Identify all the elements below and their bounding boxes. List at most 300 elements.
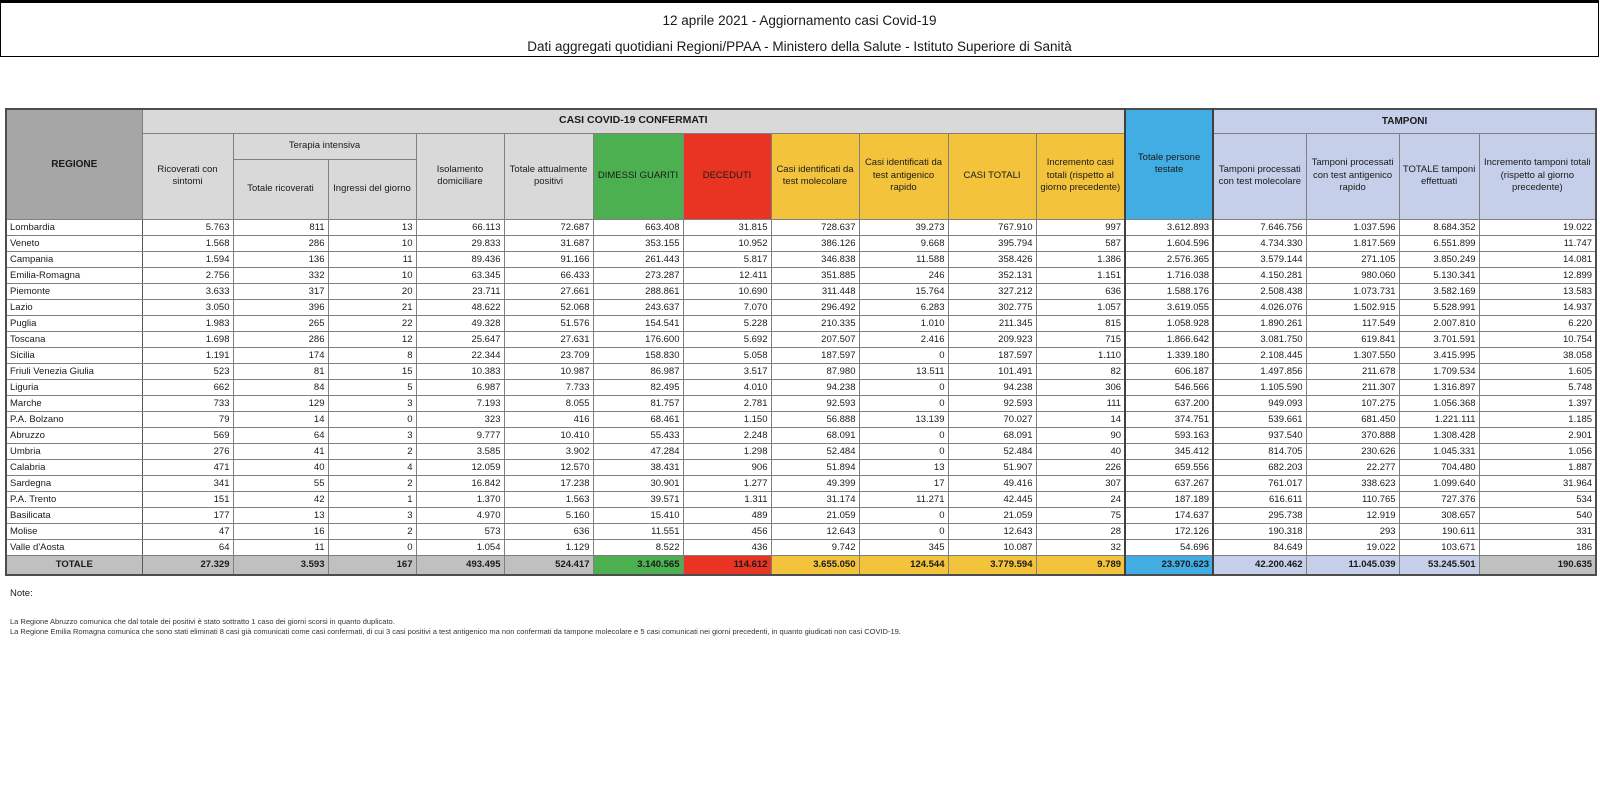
value-cell: 616.611: [1213, 491, 1306, 507]
value-cell: 21: [328, 299, 416, 315]
table-row: [6, 251, 1596, 267]
value-cell: 1.105.590: [1213, 379, 1306, 395]
value-cell: 2.416: [859, 331, 948, 347]
value-cell: 489: [683, 507, 771, 523]
value-cell: 174: [233, 347, 328, 363]
value-cell: 663.408: [593, 219, 683, 235]
notes-section: [10, 588, 901, 637]
value-cell: 30.901: [593, 475, 683, 491]
value-cell: 79: [142, 411, 233, 427]
region-name-cell: Piemonte: [6, 283, 142, 299]
column-header-dimessi-guariti: DIMESSI GUARITI: [593, 133, 683, 219]
value-cell: 190.318: [1213, 523, 1306, 539]
value-cell: 8.684.352: [1399, 219, 1479, 235]
value-cell: 1.502.915: [1306, 299, 1399, 315]
table-row: [6, 443, 1596, 459]
value-cell: 540: [1479, 507, 1596, 523]
value-cell: 1.370: [416, 491, 504, 507]
value-cell: 23.711: [416, 283, 504, 299]
value-cell: 1.311: [683, 491, 771, 507]
value-cell: 1.386: [1036, 251, 1125, 267]
report-subtitle: Dati aggregati quotidiani Regioni/PPAA - Ministero della Salute - Istituto Superiore di Sanità: [527, 39, 1072, 54]
total-value-cell: 190.635: [1479, 555, 1596, 575]
value-cell: 12.643: [948, 523, 1036, 539]
value-cell: 176.600: [593, 331, 683, 347]
table-row: [6, 427, 1596, 443]
value-cell: 0: [859, 507, 948, 523]
value-cell: 66.113: [416, 219, 504, 235]
value-cell: 637.267: [1125, 475, 1213, 491]
column-header-totale-persone-testate: Totale persone testate: [1125, 109, 1213, 219]
value-cell: 31.687: [504, 235, 593, 251]
value-cell: 587: [1036, 235, 1125, 251]
value-cell: 1.298: [683, 443, 771, 459]
value-cell: 704.480: [1399, 459, 1479, 475]
value-cell: 1.150: [683, 411, 771, 427]
value-cell: 619.841: [1306, 331, 1399, 347]
value-cell: 12.899: [1479, 267, 1596, 283]
value-cell: 5.748: [1479, 379, 1596, 395]
value-cell: 2.756: [142, 267, 233, 283]
value-cell: 14.937: [1479, 299, 1596, 315]
column-header-casi-test-molecolare: Casi identificati da test molecolare: [771, 133, 859, 219]
value-cell: 569: [142, 427, 233, 443]
value-cell: 72.687: [504, 219, 593, 235]
note-line-abruzzo: La Regione Abruzzo comunica che dal totale dei positivi è stato sottratto 1 caso dei giorni scorsi in quanto duplicato.: [10, 617, 395, 626]
value-cell: 980.060: [1306, 267, 1399, 283]
value-cell: 1.568: [142, 235, 233, 251]
value-cell: 42: [233, 491, 328, 507]
value-cell: 11: [233, 539, 328, 555]
column-header-incremento-casi-totali: Incremento casi totali (rispetto al giorno precedente): [1036, 133, 1125, 219]
column-header-incremento-tamponi: Incremento tamponi totali (rispetto al giorno precedente): [1479, 133, 1596, 219]
value-cell: 1.129: [504, 539, 593, 555]
total-value-cell: 524.417: [504, 555, 593, 575]
value-cell: 308.657: [1399, 507, 1479, 523]
table-row: [6, 299, 1596, 315]
value-cell: 4.970: [416, 507, 504, 523]
value-cell: 3.612.893: [1125, 219, 1213, 235]
value-cell: 471: [142, 459, 233, 475]
value-cell: 5.130.341: [1399, 267, 1479, 283]
column-header-tamponi-antigenico: Tamponi processati con test antigenico rapido: [1306, 133, 1399, 219]
value-cell: 276: [142, 443, 233, 459]
value-cell: 54.696: [1125, 539, 1213, 555]
value-cell: 3.517: [683, 363, 771, 379]
value-cell: 15.764: [859, 283, 948, 299]
value-cell: 0: [859, 347, 948, 363]
value-cell: 4.026.076: [1213, 299, 1306, 315]
table-row: [6, 491, 1596, 507]
value-cell: 49.399: [771, 475, 859, 491]
value-cell: 311.448: [771, 283, 859, 299]
value-cell: 107.275: [1306, 395, 1399, 411]
value-cell: 29.833: [416, 235, 504, 251]
value-cell: 1.866.642: [1125, 331, 1213, 347]
header-mid-row: [6, 133, 1596, 159]
value-cell: 286: [233, 331, 328, 347]
value-cell: 733: [142, 395, 233, 411]
table-row: [6, 283, 1596, 299]
value-cell: 51.576: [504, 315, 593, 331]
region-name-cell: Abruzzo: [6, 427, 142, 443]
value-cell: 17: [859, 475, 948, 491]
value-cell: 1.709.534: [1399, 363, 1479, 379]
value-cell: 92.593: [771, 395, 859, 411]
value-cell: 11.747: [1479, 235, 1596, 251]
value-cell: 11.271: [859, 491, 948, 507]
value-cell: 2.901: [1479, 427, 1596, 443]
region-name-cell: Molise: [6, 523, 142, 539]
value-cell: 13.511: [859, 363, 948, 379]
value-cell: 5.817: [683, 251, 771, 267]
value-cell: 10.690: [683, 283, 771, 299]
value-cell: 3.633: [142, 283, 233, 299]
value-cell: 636: [1036, 283, 1125, 299]
table-row: [6, 331, 1596, 347]
value-cell: 151: [142, 491, 233, 507]
value-cell: 811: [233, 219, 328, 235]
value-cell: 27.631: [504, 331, 593, 347]
value-cell: 13: [328, 219, 416, 235]
value-cell: 7.070: [683, 299, 771, 315]
value-cell: 8: [328, 347, 416, 363]
total-value-cell: 3.140.565: [593, 555, 683, 575]
value-cell: 68.461: [593, 411, 683, 427]
region-name-cell: Friuli Venezia Giulia: [6, 363, 142, 379]
value-cell: 90: [1036, 427, 1125, 443]
value-cell: 5.228: [683, 315, 771, 331]
value-cell: 1.604.596: [1125, 235, 1213, 251]
table-row: [6, 267, 1596, 283]
value-cell: 117.549: [1306, 315, 1399, 331]
value-cell: 48.622: [416, 299, 504, 315]
value-cell: 295.738: [1213, 507, 1306, 523]
value-cell: 31.815: [683, 219, 771, 235]
value-cell: 374.751: [1125, 411, 1213, 427]
value-cell: 1.151: [1036, 267, 1125, 283]
value-cell: 2.108.445: [1213, 347, 1306, 363]
value-cell: 286: [233, 235, 328, 251]
value-cell: 302.775: [948, 299, 1036, 315]
value-cell: 1.397: [1479, 395, 1596, 411]
value-cell: 52.484: [948, 443, 1036, 459]
value-cell: 662: [142, 379, 233, 395]
value-cell: 296.492: [771, 299, 859, 315]
value-cell: 727.376: [1399, 491, 1479, 507]
value-cell: 210.335: [771, 315, 859, 331]
value-cell: 8.522: [593, 539, 683, 555]
value-cell: 534: [1479, 491, 1596, 507]
note-line-emilia-romagna: La Regione Emilia Romagna comunica che sono stati eliminati 8 casi già comunicati come casi confermati, di cui 3 casi positivi a test antigenico ma non confermati da tampone molecolare e 5 casi comunicati nei giorni precedenti, in quanto giudicati non casi COVID-19.: [10, 627, 901, 637]
total-value-cell: 493.495: [416, 555, 504, 575]
value-cell: 42.445: [948, 491, 1036, 507]
value-cell: 3: [328, 427, 416, 443]
total-value-cell: 27.329: [142, 555, 233, 575]
value-cell: 14: [233, 411, 328, 427]
value-cell: 1.056: [1479, 443, 1596, 459]
value-cell: 12.411: [683, 267, 771, 283]
value-cell: 523: [142, 363, 233, 379]
total-value-cell: 167: [328, 555, 416, 575]
value-cell: 111: [1036, 395, 1125, 411]
value-cell: 187.597: [948, 347, 1036, 363]
value-cell: 84: [233, 379, 328, 395]
value-cell: 49.416: [948, 475, 1036, 491]
value-cell: 22: [328, 315, 416, 331]
value-cell: 1.073.731: [1306, 283, 1399, 299]
value-cell: 49.328: [416, 315, 504, 331]
value-cell: 22.277: [1306, 459, 1399, 475]
value-cell: 82.495: [593, 379, 683, 395]
value-cell: 682.203: [1213, 459, 1306, 475]
value-cell: 1.983: [142, 315, 233, 331]
value-cell: 51.894: [771, 459, 859, 475]
total-value-cell: 23.970.623: [1125, 555, 1213, 575]
value-cell: 51.907: [948, 459, 1036, 475]
value-cell: 243.637: [593, 299, 683, 315]
value-cell: 84.649: [1213, 539, 1306, 555]
value-cell: 351.885: [771, 267, 859, 283]
value-cell: 2.248: [683, 427, 771, 443]
region-name-cell: Umbria: [6, 443, 142, 459]
table-row: [6, 379, 1596, 395]
value-cell: 39.273: [859, 219, 948, 235]
value-cell: 271.105: [1306, 251, 1399, 267]
group-header-terapia-intensiva: Terapia intensiva: [233, 133, 416, 159]
value-cell: 211.678: [1306, 363, 1399, 379]
value-cell: 7.733: [504, 379, 593, 395]
value-cell: 10: [328, 235, 416, 251]
region-name-cell: Lombardia: [6, 219, 142, 235]
value-cell: 55: [233, 475, 328, 491]
covid-data-table: [5, 108, 1597, 576]
value-cell: 1.221.111: [1399, 411, 1479, 427]
value-cell: 3.050: [142, 299, 233, 315]
value-cell: 12.919: [1306, 507, 1399, 523]
value-cell: 5.692: [683, 331, 771, 347]
value-cell: 13.139: [859, 411, 948, 427]
value-cell: 1.594: [142, 251, 233, 267]
value-cell: 761.017: [1213, 475, 1306, 491]
value-cell: 13: [859, 459, 948, 475]
value-cell: 40: [1036, 443, 1125, 459]
value-cell: 331: [1479, 523, 1596, 539]
value-cell: 0: [859, 523, 948, 539]
value-cell: 2.576.365: [1125, 251, 1213, 267]
value-cell: 317: [233, 283, 328, 299]
value-cell: 358.426: [948, 251, 1036, 267]
value-cell: 92.593: [948, 395, 1036, 411]
value-cell: 226: [1036, 459, 1125, 475]
value-cell: 211.345: [948, 315, 1036, 331]
value-cell: 187.597: [771, 347, 859, 363]
value-cell: 21.059: [771, 507, 859, 523]
value-cell: 1.058.928: [1125, 315, 1213, 331]
value-cell: 52.484: [771, 443, 859, 459]
value-cell: 89.436: [416, 251, 504, 267]
total-value-cell: 9.789: [1036, 555, 1125, 575]
value-cell: 1.308.428: [1399, 427, 1479, 443]
value-cell: 4.010: [683, 379, 771, 395]
column-header-casi-test-antigenico: Casi identificati da test antigenico rapido: [859, 133, 948, 219]
value-cell: 353.155: [593, 235, 683, 251]
value-cell: 593.163: [1125, 427, 1213, 443]
value-cell: 606.187: [1125, 363, 1213, 379]
value-cell: 82: [1036, 363, 1125, 379]
value-cell: 10.383: [416, 363, 504, 379]
value-cell: 7.646.756: [1213, 219, 1306, 235]
value-cell: 815: [1036, 315, 1125, 331]
value-cell: 11.588: [859, 251, 948, 267]
value-cell: 20: [328, 283, 416, 299]
total-row-label: TOTALE: [6, 555, 142, 575]
region-name-cell: Marche: [6, 395, 142, 411]
value-cell: 12.570: [504, 459, 593, 475]
total-row: [6, 555, 1596, 575]
value-cell: 187.189: [1125, 491, 1213, 507]
value-cell: 17.238: [504, 475, 593, 491]
value-cell: 12.643: [771, 523, 859, 539]
value-cell: 906: [683, 459, 771, 475]
value-cell: 1.056.368: [1399, 395, 1479, 411]
value-cell: 27.661: [504, 283, 593, 299]
value-cell: 211.307: [1306, 379, 1399, 395]
column-header-isolamento-domiciliare: Isolamento domiciliare: [416, 133, 504, 219]
value-cell: 154.541: [593, 315, 683, 331]
column-header-ricoverati-con-sintomi: Ricoverati con sintomi: [142, 133, 233, 219]
value-cell: 386.126: [771, 235, 859, 251]
value-cell: 75: [1036, 507, 1125, 523]
value-cell: 395.794: [948, 235, 1036, 251]
value-cell: 19.022: [1479, 219, 1596, 235]
value-cell: 12.059: [416, 459, 504, 475]
value-cell: 3: [328, 507, 416, 523]
value-cell: 40: [233, 459, 328, 475]
value-cell: 64: [142, 539, 233, 555]
value-cell: 3.701.591: [1399, 331, 1479, 347]
value-cell: 39.571: [593, 491, 683, 507]
value-cell: 47.284: [593, 443, 683, 459]
value-cell: 3: [328, 395, 416, 411]
value-cell: 1.010: [859, 315, 948, 331]
value-cell: 207.507: [771, 331, 859, 347]
value-cell: 13.583: [1479, 283, 1596, 299]
value-cell: 158.830: [593, 347, 683, 363]
value-cell: 81: [233, 363, 328, 379]
value-cell: 10.754: [1479, 331, 1596, 347]
value-cell: 5.528.991: [1399, 299, 1479, 315]
value-cell: 573: [416, 523, 504, 539]
value-cell: 681.450: [1306, 411, 1399, 427]
value-cell: 10.410: [504, 427, 593, 443]
value-cell: 1.890.261: [1213, 315, 1306, 331]
value-cell: 66.433: [504, 267, 593, 283]
region-name-cell: Basilicata: [6, 507, 142, 523]
region-name-cell: P.A. Trento: [6, 491, 142, 507]
value-cell: 1.057: [1036, 299, 1125, 315]
value-cell: 5: [328, 379, 416, 395]
value-cell: 94.238: [771, 379, 859, 395]
table-row: [6, 411, 1596, 427]
value-cell: 3.081.750: [1213, 331, 1306, 347]
value-cell: 31.174: [771, 491, 859, 507]
value-cell: 261.443: [593, 251, 683, 267]
report-title: 12 aprile 2021 - Aggiornamento casi Covid-19: [662, 13, 937, 28]
value-cell: 174.637: [1125, 507, 1213, 523]
value-cell: 637.200: [1125, 395, 1213, 411]
value-cell: 11.551: [593, 523, 683, 539]
region-name-cell: Toscana: [6, 331, 142, 347]
value-cell: 0: [328, 539, 416, 555]
value-cell: 0: [859, 379, 948, 395]
value-cell: 1.307.550: [1306, 347, 1399, 363]
value-cell: 0: [859, 443, 948, 459]
value-cell: 1.698: [142, 331, 233, 347]
value-cell: 14: [1036, 411, 1125, 427]
value-cell: 87.980: [771, 363, 859, 379]
value-cell: 1.497.856: [1213, 363, 1306, 379]
table-row: [6, 235, 1596, 251]
value-cell: 4.734.330: [1213, 235, 1306, 251]
value-cell: 13: [233, 507, 328, 523]
value-cell: 352.131: [948, 267, 1036, 283]
value-cell: 715: [1036, 331, 1125, 347]
value-cell: 177: [142, 507, 233, 523]
value-cell: 9.668: [859, 235, 948, 251]
value-cell: 3.619.055: [1125, 299, 1213, 315]
value-cell: 2: [328, 443, 416, 459]
value-cell: 1: [328, 491, 416, 507]
value-cell: 70.027: [948, 411, 1036, 427]
column-header-deceduti: DECEDUTI: [683, 133, 771, 219]
value-cell: 4: [328, 459, 416, 475]
value-cell: 22.344: [416, 347, 504, 363]
value-cell: 1.099.640: [1399, 475, 1479, 491]
table-row: [6, 475, 1596, 491]
table-row: [6, 539, 1596, 555]
region-name-cell: Sardegna: [6, 475, 142, 491]
column-header-totale-ricoverati: Totale ricoverati: [233, 159, 328, 219]
value-cell: 15.410: [593, 507, 683, 523]
region-name-cell: Sicilia: [6, 347, 142, 363]
value-cell: 1.887: [1479, 459, 1596, 475]
group-header-tamponi: TAMPONI: [1213, 109, 1596, 133]
total-value-cell: 3.593: [233, 555, 328, 575]
value-cell: 307: [1036, 475, 1125, 491]
value-cell: 41: [233, 443, 328, 459]
value-cell: 539.661: [1213, 411, 1306, 427]
table-row: [6, 507, 1596, 523]
value-cell: 2.781: [683, 395, 771, 411]
value-cell: 306: [1036, 379, 1125, 395]
value-cell: 3.850.249: [1399, 251, 1479, 267]
group-header-casi-confermati: CASI COVID-19 CONFERMATI: [142, 109, 1125, 133]
table-row: [6, 315, 1596, 331]
column-header-tamponi-molecolare: Tamponi processati con test molecolare: [1213, 133, 1306, 219]
value-cell: 10: [328, 267, 416, 283]
value-cell: 273.287: [593, 267, 683, 283]
value-cell: 15: [328, 363, 416, 379]
value-cell: 1.054: [416, 539, 504, 555]
region-name-cell: Liguria: [6, 379, 142, 395]
value-cell: 997: [1036, 219, 1125, 235]
value-cell: 186: [1479, 539, 1596, 555]
region-name-cell: P.A. Bolzano: [6, 411, 142, 427]
value-cell: 2.007.810: [1399, 315, 1479, 331]
value-cell: 14.081: [1479, 251, 1596, 267]
value-cell: 1.185: [1479, 411, 1596, 427]
